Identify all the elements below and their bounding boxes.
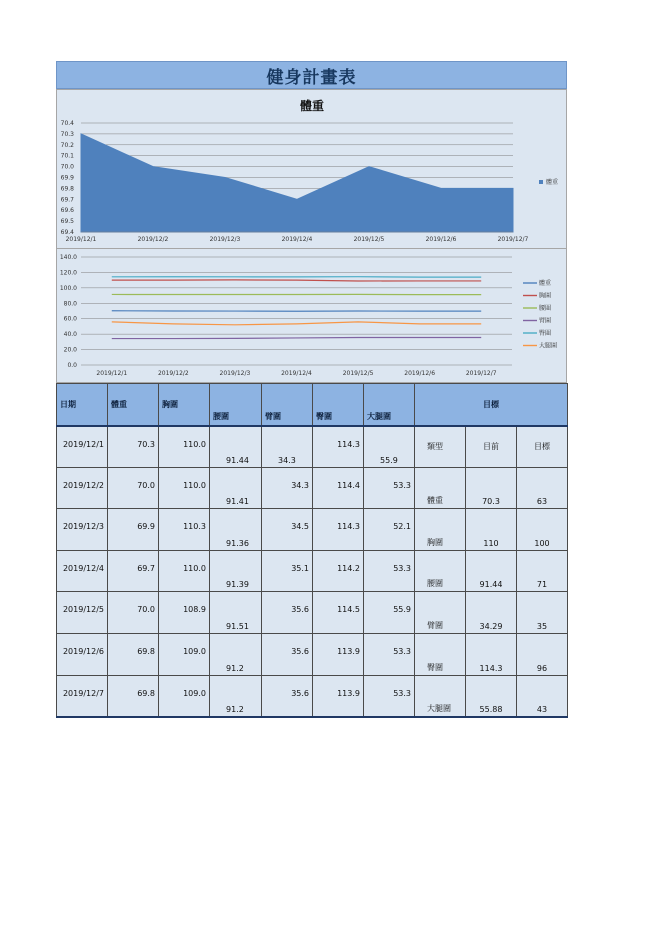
y-tick-label: 69.6 [60, 207, 74, 215]
table-row [57, 509, 568, 551]
sheet-title[interactable]: 健身計畫表 [56, 61, 567, 89]
y-tick-label: 69.5 [60, 218, 74, 226]
y-tick-label: 80.0 [63, 300, 77, 308]
table-row [57, 675, 568, 717]
table-row [57, 633, 568, 675]
legend-swatch [539, 180, 543, 184]
cell-date[interactable]: 2019/12/7 [57, 675, 108, 717]
goal-target[interactable]: 35 [517, 592, 568, 634]
measurements-line-chart-svg [57, 249, 568, 383]
y-tick-label: 100.0 [59, 284, 77, 292]
cell-waist[interactable]: 91.36 [210, 509, 262, 551]
cell-date[interactable]: 2019/12/4 [57, 550, 108, 592]
cell-chest[interactable]: 109.0 [159, 675, 210, 717]
header-weight[interactable]: 體重 [108, 384, 159, 426]
cell-waist[interactable]: 91.41 [210, 467, 262, 509]
cell-hip[interactable]: 114.5 [313, 592, 364, 634]
header-chest[interactable]: 胸圍 [159, 384, 210, 426]
cell-weight[interactable]: 69.8 [108, 675, 159, 717]
goal-header-type[interactable]: 類型 [415, 426, 466, 468]
legend-label: 體重 [539, 280, 552, 287]
cell-chest[interactable]: 109.0 [159, 633, 210, 675]
weight-area-chart-svg [57, 90, 568, 250]
cell-weight[interactable]: 69.7 [108, 550, 159, 592]
table-header-row [57, 384, 568, 426]
y-tick-label: 69.4 [60, 229, 74, 236]
cell-date[interactable]: 2019/12/1 [57, 426, 108, 468]
x-tick-label: 2019/12/7 [465, 370, 497, 377]
goal-target[interactable]: 100 [517, 509, 568, 551]
legend-label: 大腿圍 [539, 342, 558, 350]
cell-hip[interactable]: 114.3 [313, 509, 364, 551]
cell-thigh[interactable]: 53.3 [364, 467, 415, 509]
y-tick-label: 70.0 [60, 163, 74, 171]
goal-current[interactable]: 55.88 [466, 675, 517, 717]
cell-arm[interactable]: 34.3 [262, 467, 313, 509]
goal-type[interactable]: 大腿圍 [415, 675, 466, 717]
x-tick-label: 2019/12/5 [353, 236, 385, 243]
goal-current[interactable]: 34.29 [466, 592, 517, 634]
goal-current[interactable]: 70.3 [466, 467, 517, 509]
line-series-1 [112, 280, 481, 281]
header-hip[interactable]: 臀圍 [313, 384, 364, 426]
cell-weight[interactable]: 69.9 [108, 509, 159, 551]
cell-date[interactable]: 2019/12/3 [57, 509, 108, 551]
cell-hip[interactable]: 114.4 [313, 467, 364, 509]
cell-waist[interactable]: 91.39 [210, 550, 262, 592]
goal-target[interactable]: 71 [517, 550, 568, 592]
cell-waist[interactable]: 91.2 [210, 633, 262, 675]
cell-arm[interactable]: 35.6 [262, 675, 313, 717]
y-tick-label: 0.0 [67, 362, 77, 369]
cell-hip[interactable]: 114.3 [313, 426, 364, 468]
goal-type[interactable]: 體重 [415, 467, 466, 509]
legend-label: 臀圍 [539, 330, 552, 337]
legend-label: 臂圍 [539, 317, 552, 325]
x-tick-label: 2019/12/4 [281, 236, 313, 243]
x-tick-label: 2019/12/3 [219, 370, 251, 377]
table-row [57, 550, 568, 592]
x-tick-label: 2019/12/1 [96, 370, 128, 377]
header-thigh[interactable]: 大腿圍 [364, 384, 415, 426]
line-series-5 [112, 322, 481, 325]
y-tick-label: 70.2 [60, 141, 74, 149]
header-waist[interactable]: 腰圍 [210, 384, 262, 426]
y-tick-label: 69.8 [60, 185, 74, 193]
y-tick-label: 69.7 [60, 196, 74, 204]
cell-weight[interactable]: 70.3 [108, 426, 159, 468]
x-tick-label: 2019/12/3 [209, 236, 241, 243]
area-series-weight [81, 134, 513, 232]
x-tick-label: 2019/12/5 [342, 370, 374, 377]
cell-arm[interactable]: 34.5 [262, 509, 313, 551]
goal-type[interactable]: 臀圍 [415, 633, 466, 675]
y-tick-label: 60.0 [63, 315, 77, 323]
cell-arm[interactable]: 34.3 [262, 426, 313, 468]
table-row [57, 592, 568, 634]
y-tick-label: 70.1 [60, 152, 74, 160]
y-tick-label: 40.0 [63, 331, 77, 339]
cell-thigh[interactable]: 52.1 [364, 509, 415, 551]
goal-type[interactable]: 胸圍 [415, 509, 466, 551]
cell-thigh[interactable]: 53.3 [364, 675, 415, 717]
header-goal[interactable]: 目標 [415, 384, 568, 426]
cell-chest[interactable]: 108.9 [159, 592, 210, 634]
cell-hip[interactable]: 113.9 [313, 675, 364, 717]
x-tick-label: 2019/12/6 [404, 370, 436, 377]
cell-chest[interactable]: 110.0 [159, 426, 210, 468]
legend-label: 體重 [546, 179, 559, 186]
table-row [57, 467, 568, 509]
y-tick-label: 140.0 [59, 254, 77, 261]
cell-waist[interactable]: 91.51 [210, 592, 262, 634]
y-tick-label: 20.0 [63, 346, 77, 354]
cell-chest[interactable]: 110.0 [159, 550, 210, 592]
x-tick-label: 2019/12/2 [157, 370, 189, 377]
legend-label: 腰圍 [539, 305, 552, 312]
goal-type[interactable]: 臂圍 [415, 592, 466, 634]
cell-chest[interactable]: 110.0 [159, 467, 210, 509]
goal-target[interactable]: 63 [517, 467, 568, 509]
fitness-sheet [56, 61, 567, 718]
cell-thigh[interactable]: 55.9 [364, 592, 415, 634]
goal-header-current[interactable]: 目前 [466, 426, 517, 468]
header-arm[interactable]: 臂圍 [262, 384, 313, 426]
cell-date[interactable]: 2019/12/6 [57, 633, 108, 675]
goal-target[interactable]: 43 [517, 675, 568, 717]
y-tick-label: 70.4 [60, 120, 74, 127]
cell-waist[interactable]: 91.2 [210, 675, 262, 717]
weight-area-chart[interactable] [56, 89, 567, 249]
goal-header-target[interactable]: 目標 [517, 426, 568, 468]
cell-arm[interactable]: 35.1 [262, 550, 313, 592]
chart-title: 體重 [299, 99, 325, 113]
x-tick-label: 2019/12/7 [497, 236, 529, 243]
header-date[interactable]: 日期 [57, 384, 108, 426]
measurements-line-chart[interactable] [56, 249, 567, 383]
cell-arm[interactable]: 35.6 [262, 592, 313, 634]
table-body [57, 426, 568, 717]
legend-label: 胸圍 [539, 292, 552, 300]
cell-thigh[interactable]: 55.9 [364, 426, 415, 468]
goal-type[interactable]: 腰圍 [415, 550, 466, 592]
y-tick-label: 120.0 [59, 269, 77, 277]
cell-hip[interactable]: 113.9 [313, 633, 364, 675]
y-tick-label: 69.9 [60, 174, 74, 182]
cell-date[interactable]: 2019/12/5 [57, 592, 108, 634]
cell-weight[interactable]: 69.8 [108, 633, 159, 675]
y-tick-label: 70.3 [60, 130, 74, 138]
cell-thigh[interactable]: 53.3 [364, 633, 415, 675]
cell-waist[interactable]: 91.44 [210, 426, 262, 468]
cell-date[interactable]: 2019/12/2 [57, 467, 108, 509]
measurements-table [56, 383, 568, 718]
x-tick-label: 2019/12/2 [137, 236, 169, 243]
goal-current[interactable]: 110 [466, 509, 517, 551]
x-tick-label: 2019/12/1 [65, 236, 97, 243]
table-row [57, 426, 568, 468]
cell-weight[interactable]: 70.0 [108, 592, 159, 634]
goal-current[interactable]: 114.3 [466, 633, 517, 675]
cell-chest[interactable]: 110.3 [159, 509, 210, 551]
line-series-3 [112, 338, 481, 339]
cell-arm[interactable]: 35.6 [262, 633, 313, 675]
x-tick-label: 2019/12/6 [425, 236, 457, 243]
cell-weight[interactable]: 70.0 [108, 467, 159, 509]
cell-hip[interactable]: 114.2 [313, 550, 364, 592]
cell-thigh[interactable]: 53.3 [364, 550, 415, 592]
goal-target[interactable]: 96 [517, 633, 568, 675]
x-tick-label: 2019/12/4 [281, 370, 312, 377]
goal-current[interactable]: 91.44 [466, 550, 517, 592]
